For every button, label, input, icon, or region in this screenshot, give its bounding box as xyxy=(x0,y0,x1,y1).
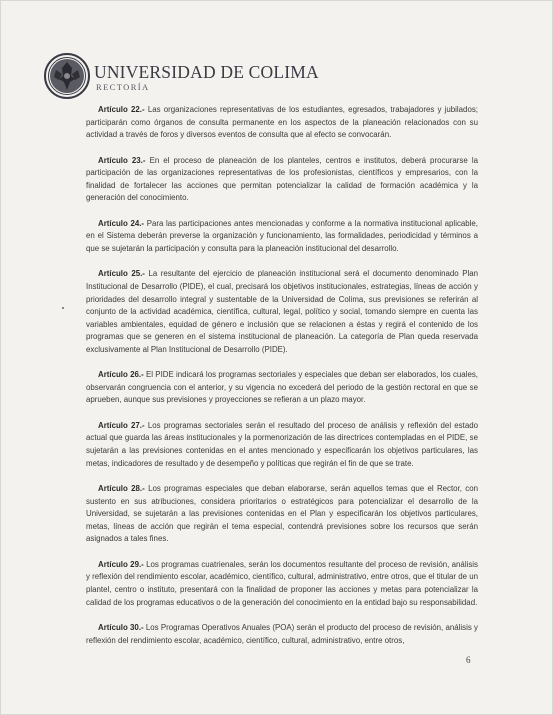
article-text: El PIDE indicará los programas sectoriales y especiales que deban ser elaborados, los cuales, observarán congruencia con el anterior, y su vigencia no excederá del periodo de la gestión rectoral en que se aprueben, aunque sus previsiones y proyecciones se refieran a un plazo mayor. xyxy=(86,370,478,405)
article-text: Los programas cuatrienales, serán los documentos resultante del proceso de revisión, análisis y reflexión del rendimiento escolar, académico, científico, cultural, administrativo, entre otros, que el titular de un plantel, centro o instituto, presentará con la finalidad de proponer las acciones y metas para potencializar la calidad de los programas educativos o de la generación del conocimiento en la entidad bajo su responsabilidad. xyxy=(86,559,478,607)
article-number: Artículo 30.- xyxy=(98,622,144,632)
article-paragraph xyxy=(86,268,478,356)
article-text: La resultante del ejercicio de planeación institucional será el documento denominado Plan Institucional de Desarrollo (PIDE), el cual, precisará los objetivos institucionales, estrategias, líneas de acción y prioridades del desarrollo integral y sustentable de la Universidad de Colima, sus previsiones se referirán al conjunto de la actividad académica, científica, cultural, legal, político y social, tomando siempre en cuenta las variables ambientales, equidad de género e inclusión que se relacionen a éstas y regirá el contenido de los programas que se generen en el sistema institucional de planeación. La categoría de Plan queda reservada exclusivamente al Plan Institucional de Desarrollo (PIDE). xyxy=(86,269,479,354)
article-number: Artículo 25.- xyxy=(98,269,145,279)
article-paragraph xyxy=(86,420,478,470)
article-number: Artículo 28.- xyxy=(98,484,145,494)
page-number: 6 xyxy=(466,655,471,665)
article-paragraph xyxy=(86,483,478,546)
article-number: Artículo 29.- xyxy=(98,559,144,569)
article-paragraph xyxy=(86,155,478,205)
university-name: UNIVERSIDAD DE COLIMA xyxy=(94,62,319,82)
article-paragraph xyxy=(86,622,478,647)
article-text: Los Programas Operativos Anuales (POA) serán el producto del proceso de revisión, análisis y reflexión del rendimiento escolar, académico, científico, cultural, administrativo, entre otros, xyxy=(86,622,478,645)
document-body xyxy=(86,104,478,660)
article-number: Artículo 26.- xyxy=(98,370,144,380)
article-paragraph xyxy=(86,104,478,142)
article-number: Artículo 22.- xyxy=(98,105,145,114)
article-paragraph xyxy=(86,369,478,407)
article-number: Artículo 24.- xyxy=(98,218,145,228)
scan-speck xyxy=(62,307,64,309)
department-name: RECTORÍA xyxy=(96,82,150,92)
article-text: Los programas sectoriales serán el resultado del proceso de análisis y reflexión del estado actual que guarda las áreas institucionales y la pormenorización de las directrices contempladas en el PIDE, se sujetarán a las previsiones contenidas en el antes mencionado y especificarán los objetivos particulares, las metas, indicadores de resultado y de desempeño y políticas que regirán el fin de que se trate. xyxy=(86,420,478,468)
article-paragraph xyxy=(86,218,478,256)
article-text: En el proceso de planeación de los planteles, centros e institutos, deberá procurarse la participación de las organizaciones representativas de los profesionistas, científicos y empresarios, con la finalidad de fortalecer las acciones que permitan potencializar la calidad de formación académica y la generación del conocimiento. xyxy=(86,155,478,203)
article-text: Los programas especiales que deban elaborarse, serán aquellos temas que el Rector, con sustento en sus atribuciones, considera prioritarios o estratégicos para potencializar el desarrollo de la Universidad, se sujetarán a las previsiones contenidas en el Plan y especificarán los objetivos particulares, metas, líneas de acción que regirán el tema especial, contendrá previsiones sobre los recursos que serán asignados a tales fines. xyxy=(86,484,478,544)
article-paragraph xyxy=(86,559,478,609)
article-number: Artículo 23.- xyxy=(98,155,146,165)
article-text: Para las participaciones antes mencionadas y conforme a la normativa institucional aplicable, en el Sistema deberán preverse la organización y funcionamiento, las formalidades, periodicidad y términos a que se sujetarán la participación y consulta para la planeación institucional del desarrollo. xyxy=(86,218,478,253)
article-text: Las organizaciones representativas de los estudiantes, egresados, trabajadores y jubilados; participarán como órganos de consulta permanente en los aspectos de la planeación relacionados con su actividad a través de foros y diversos eventos de consulta que al efecto se convocarán. xyxy=(86,105,478,140)
article-number: Artículo 27.- xyxy=(98,420,145,430)
university-seal-icon xyxy=(44,52,90,100)
